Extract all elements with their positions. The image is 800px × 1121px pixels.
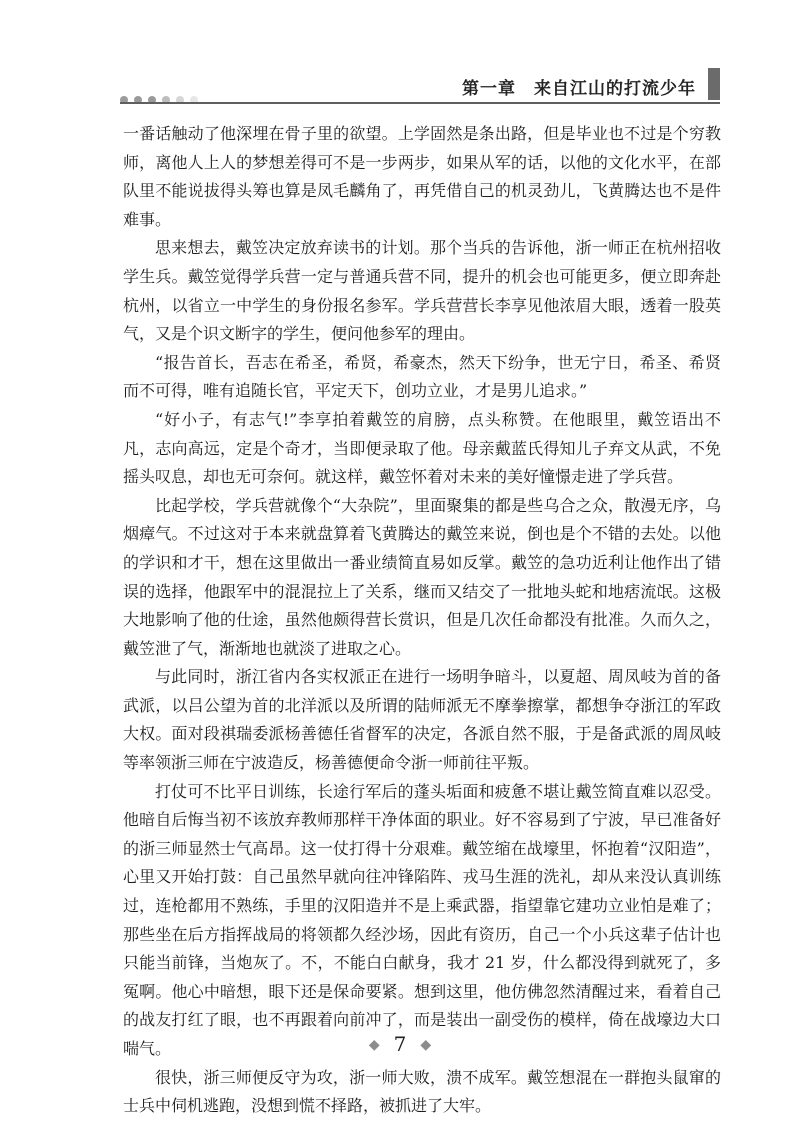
header-bar-ornament	[708, 68, 720, 100]
paragraph: 思来想去，戴笠决定放弃读书的计划。那个当兵的告诉他，浙一师正在杭州招收学生兵。戴笠觉得学兵营一定与普通兵营不同，提升的机会也可能更多，便立即奔赴杭州，以省立一中学生的身份报名参军。学兵营营长李享见他浓眉大眼，透着一股英气，又是个识文断字的学生，便问他参军的理由。	[123, 238, 721, 344]
paragraph: “报告首长，吾志在希圣，希贤，希豪杰，然天下纷争，世无宁日，希圣、希贤而不可得，唯有追随长官，平定天下，创功立业，才是男儿追求。”	[123, 352, 721, 401]
page-footer	[0, 1032, 800, 1056]
body-text	[123, 120, 721, 1121]
paragraph: 一番话触动了他深埋在骨子里的欲望。上学固然是条出路，但是毕业也不过是个穷教师，离他人上人的梦想差得可不是一步两步，如果从军的话，以他的文化水平，在部队里不能说拔得头筹也算是凤毛麟角了，再凭借自己的机灵劲儿，飞黄腾达也不是件难事。	[123, 124, 721, 229]
diamond-icon: ◆	[420, 1037, 432, 1053]
page-number: 7	[393, 1032, 407, 1056]
running-header	[120, 64, 720, 108]
paragraph: “好小子，有志气!”李享拍着戴笠的肩膀，点头称赞。在他眼里，戴笠语出不凡，志向高远，定是个奇才，当即便录取了他。母亲戴蓝氏得知儿子弃文从武，不免摇头叹息，却也无可奈何。就这样，戴笠怀着对未来的美好憧憬走进了学兵营。	[123, 409, 721, 487]
paragraph: 比起学校，学兵营就像个“大杂院”，里面聚集的都是些乌合之众，散漫无序，乌烟瘴气。不过这对于本来就盘算着飞黄腾达的戴笠来说，倒也是个不错的去处。以他的学识和才干，想在这里做出一番业绩简直易如反掌。戴笠的急功近利让他作出了错误的选择，他跟军中的混混拉上了关系，继而又结交了一批地头蛇和地痞流氓。这极大地影响了他的仕途，虽然他颇得营长赏识，但是几次任命都没有批准。久而久之，戴笠泄了气，渐渐地也就淡了进取之心。	[123, 495, 721, 658]
paragraph: 很快，浙三师便反守为攻，浙一师大败，溃不成军。戴笠想混在一群抱头鼠窜的士兵中伺机逃跑，没想到慌不择路，被抓进了大牢。	[123, 1067, 721, 1116]
header-rule	[120, 102, 720, 104]
chapter-title: 第一章 来自江山的打流少年	[462, 79, 696, 99]
paragraph: 与此同时，浙江省内各实权派正在进行一场明争暗斗，以夏超、周凤岐为首的备武派，以吕公望为首的北洋派以及所谓的陆师派无不摩拳擦掌，都想争夺浙江的军政大权。面对段祺瑞委派杨善德任省督军的决定，各派自然不服，于是备武派的周凤岐等率领浙三师在宁波造反，杨善德便命令浙一师前往平叛。	[123, 667, 721, 773]
diamond-icon: ◆	[368, 1037, 380, 1053]
paragraph: 打仗可不比平日训练，长途行军后的蓬头垢面和疲惫不堪让戴笠简直难以忍受。他暗自后悔当初不该放弃教师那样干净体面的职业。好不容易到了宁波，早已准备好的浙三师显然士气高昂。这一仗打得十分艰难。戴笠缩在战壕里，怀抱着“汉阳造”，心里又开始打鼓：自己虽然早就向往冲锋陷阵、戎马生涯的洗礼，却从来没认真训练过，连枪都用不熟练，手里的汉阳造并不是上乘武器，指望靠它建功立业怕是难了；那些坐在后方指挥战局的将领都久经沙场，因此有资历，自己一个小兵这辈子估计也只能当前锋，当炮灰了。不，不能白白献身，我才 21 岁，什么都没得到就死了，多冤啊。他心中暗想，眼下还是保命要紧。想到这里，他仿佛忽然清醒过来，看着自己的战友打红了眼，也不再跟着向前冲了，而是装出一副受伤的模样，倚在战壕边大口喘气。	[123, 781, 721, 1058]
